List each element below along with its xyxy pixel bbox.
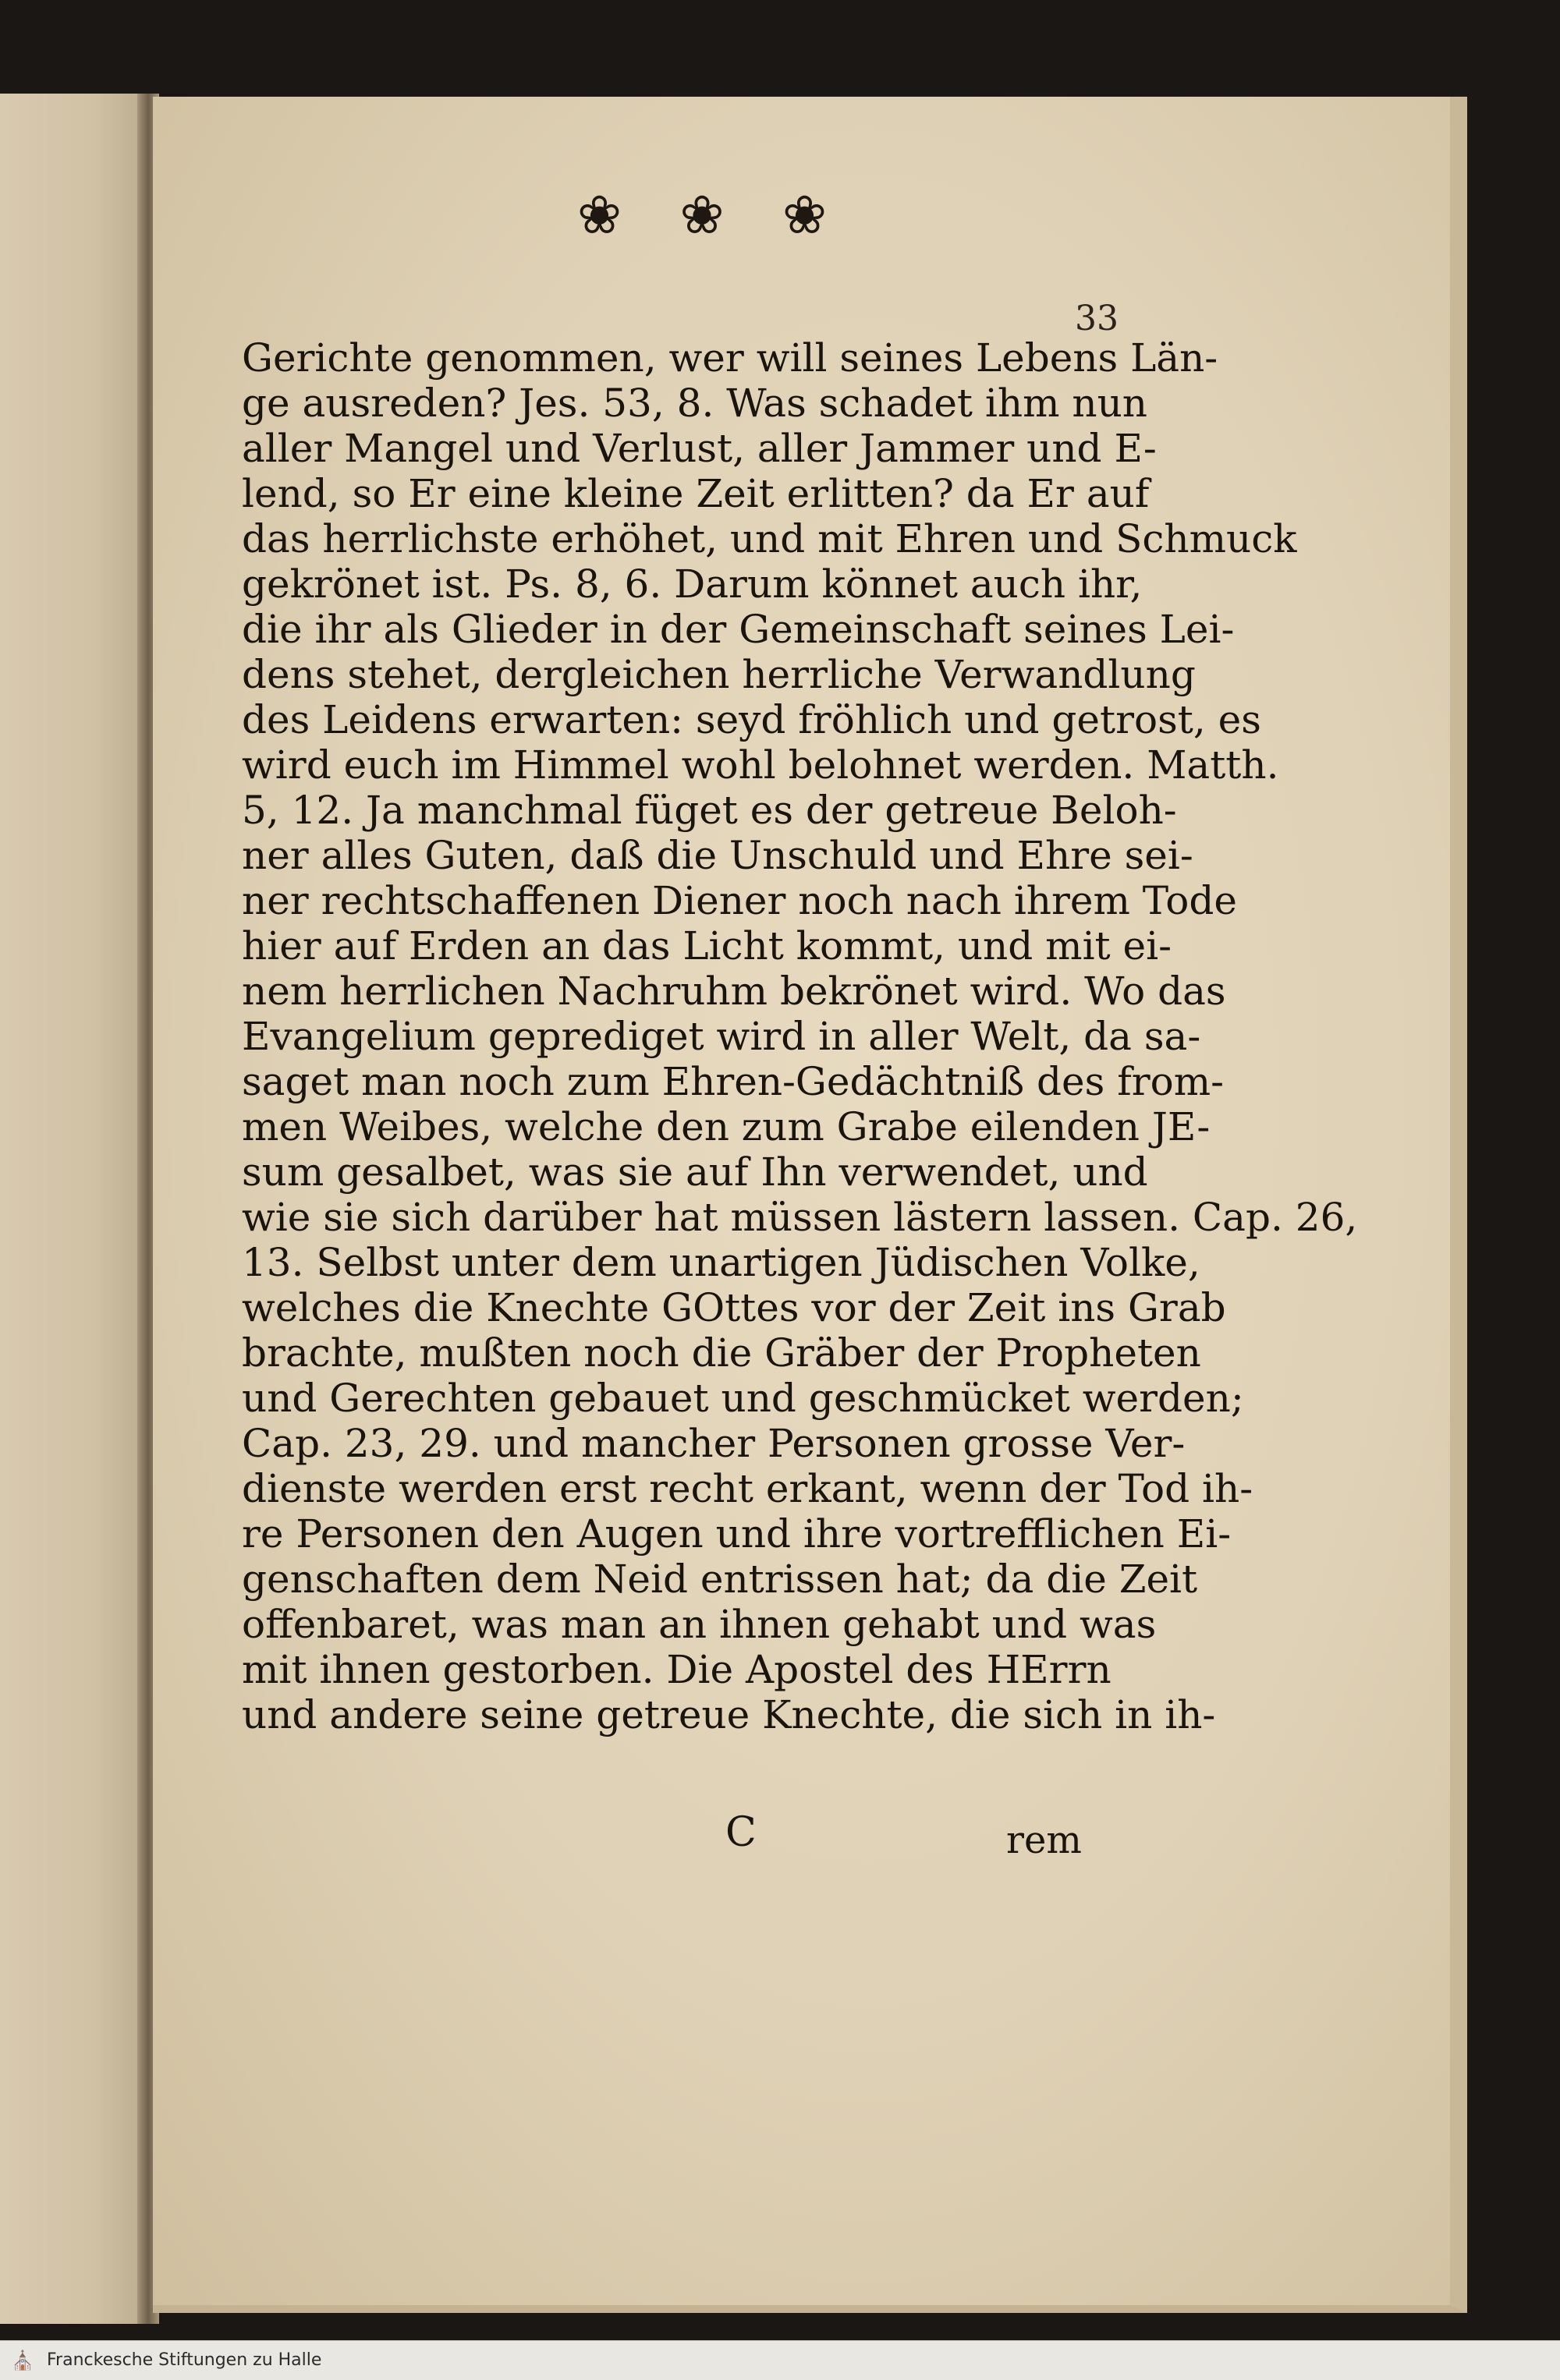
- text-line: welches die Knechte GOttes vor der Zeit ins Grab: [242, 1285, 1226, 1330]
- institution-credit[interactable]: Franckesche Stiftungen zu Halle: [47, 2350, 322, 2370]
- text-line: genschaften dem Neid entrissen hat; da die Zeit: [242, 1557, 1198, 1602]
- body-text: [242, 335, 1358, 1737]
- ornament-flower-icon: ❀: [679, 185, 725, 246]
- text-line: Evangelium geprediget wird in aller Welt, da sa-: [242, 1014, 1201, 1059]
- text-line: und andere seine getreue Knechte, die sich in ih-: [242, 1692, 1216, 1737]
- text-line: das herrlichste erhöhet, und mit Ehren und Schmuck: [242, 516, 1297, 561]
- text-line: mit ihnen gestorben. Die Apostel des HErrn: [242, 1647, 1112, 1692]
- text-line: saget man noch zum Ehren-Gedächtniß des from-: [242, 1059, 1225, 1104]
- text-line: brachte, mußten noch die Gräber der Propheten: [242, 1330, 1201, 1376]
- text-line: des Leidens erwarten: seyd fröhlich und getrost, es: [242, 697, 1261, 742]
- text-line: dienste werden erst recht erkant, wenn der Tod ih-: [242, 1466, 1253, 1511]
- text-line: sum gesalbet, was sie auf Ihn verwendet, und: [242, 1149, 1148, 1195]
- text-line: dens stehet, dergleichen herrliche Verwandlung: [242, 652, 1196, 697]
- text-line: wird euch im Himmel wohl belohnet werden. Matth.: [242, 742, 1279, 788]
- text-line: ge ausreden? Jes. 53, 8. Was schadet ihm nun: [242, 381, 1148, 426]
- header-ornament: [577, 185, 827, 247]
- text-line: ner rechtschaffenen Diener noch nach ihrem Tode: [242, 878, 1237, 923]
- text-line: aller Mangel und Verlust, aller Jammer und E-: [242, 426, 1157, 471]
- text-line: 5, 12. Ja manchmal füget es der getreue Beloh-: [242, 788, 1177, 833]
- text-line: Gerichte genommen, wer will seines Lebens Län-: [242, 335, 1218, 381]
- text-line: wie sie sich darüber hat müssen lästern lassen. Cap. 26,: [242, 1195, 1358, 1240]
- institution-logo-icon: ⛪: [11, 2350, 34, 2371]
- text-line: lend, so Er eine kleine Zeit erlitten? da Er auf: [242, 471, 1150, 516]
- text-line: und Gerechten gebauet und geschmücket werden;: [242, 1376, 1244, 1421]
- text-line: offenbaret, was man an ihnen gehabt und was: [242, 1602, 1157, 1647]
- footer-bar: [0, 2340, 1560, 2380]
- ornament-flower-icon: ❀: [782, 185, 827, 246]
- text-line: 13. Selbst unter dem unartigen Jüdischen Volke,: [242, 1240, 1200, 1285]
- signature-mark: C: [725, 1809, 757, 1856]
- text-line: hier auf Erden an das Licht kommt, und mit ei-: [242, 923, 1172, 969]
- text-line: re Personen den Augen und ihre vortrefflichen Ei-: [242, 1511, 1232, 1557]
- text-line: gekrönet ist. Ps. 8, 6. Darum könnet auch ihr,: [242, 561, 1143, 607]
- text-line: nem herrlichen Nachruhm bekrönet wird. Wo das: [242, 969, 1226, 1014]
- text-line: men Weibes, welche den zum Grabe eilenden JE-: [242, 1104, 1211, 1149]
- text-line: Cap. 23, 29. und mancher Personen grosse Ver-: [242, 1421, 1186, 1466]
- ornament-flower-icon: ❀: [577, 185, 622, 246]
- page-number: 33: [1075, 299, 1119, 338]
- catchword: rem: [1006, 1819, 1082, 1862]
- text-line: ner alles Guten, daß die Unschuld und Ehre sei-: [242, 833, 1193, 878]
- text-line: die ihr als Glieder in der Gemeinschaft seines Lei-: [242, 607, 1235, 652]
- facing-page-edge: [0, 94, 156, 2324]
